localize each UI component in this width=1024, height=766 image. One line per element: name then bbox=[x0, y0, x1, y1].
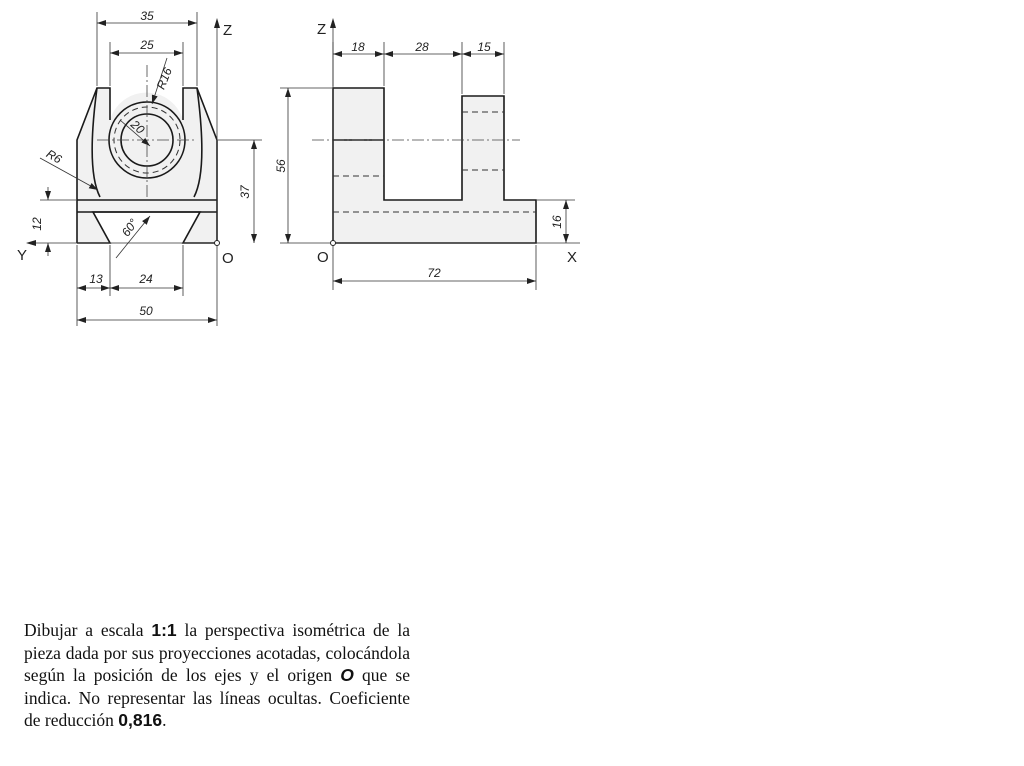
axis-z-label: Z bbox=[317, 21, 327, 38]
dim-25: 25 bbox=[140, 38, 154, 52]
dim-15: 15 bbox=[477, 40, 491, 54]
origin-label: O bbox=[222, 250, 234, 267]
caption-coefficient: 0,816 bbox=[118, 710, 163, 730]
dim-35: 35 bbox=[140, 9, 154, 23]
axis-x-label: X bbox=[567, 249, 578, 266]
dim-18: 18 bbox=[351, 40, 365, 54]
dim-r16: R16 bbox=[153, 65, 175, 92]
exercise-caption bbox=[24, 619, 410, 732]
caption-part1: Dibujar a escala bbox=[24, 620, 152, 640]
origin-label: O bbox=[317, 249, 329, 266]
dim-20: 20 bbox=[128, 117, 148, 137]
side-view bbox=[274, 18, 580, 290]
dim-28: 28 bbox=[415, 40, 429, 54]
front-view bbox=[17, 9, 262, 326]
dim-r6: R6 bbox=[43, 146, 65, 167]
caption-origin: O bbox=[340, 665, 354, 685]
axis-z-label: Z bbox=[223, 22, 233, 39]
dim-13: 13 bbox=[89, 272, 103, 286]
dim-16: 16 bbox=[550, 215, 564, 229]
axis-y-label: Y bbox=[17, 247, 28, 264]
dim-50: 50 bbox=[139, 304, 153, 318]
technical-drawing bbox=[0, 0, 1024, 380]
caption-part3: que se indica. No representar las líneas ocultas. Coeficiente de reducción bbox=[24, 665, 410, 730]
dim-56: 56 bbox=[274, 159, 288, 173]
caption-part2: la perspectiva isométrica de la pieza dada por sus proyecciones acotadas, colocándola según la posición de los ejes y el origen bbox=[24, 620, 410, 685]
dim-37: 37 bbox=[238, 185, 252, 199]
dim-12: 12 bbox=[30, 217, 44, 231]
caption-scale: 1:1 bbox=[151, 620, 177, 640]
dim-72: 72 bbox=[427, 266, 441, 280]
caption-part4: . bbox=[162, 710, 167, 730]
dim-60-angle: 60° bbox=[118, 216, 141, 240]
dim-24: 24 bbox=[139, 272, 153, 286]
